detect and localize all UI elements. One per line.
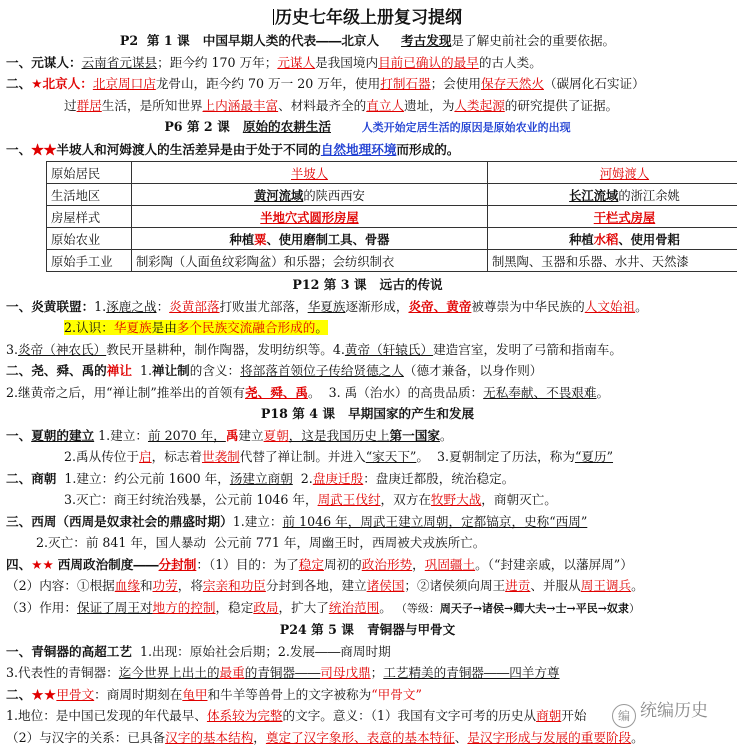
lesson-4-header: P18 第 4 课 早期国家的产生和发展 xyxy=(6,403,729,425)
table-row: 原始农业 种植粟、使用磨制工具、骨器 种植水稻、使用骨耜 xyxy=(47,228,737,250)
star-icon: ★★ xyxy=(31,687,56,702)
table-header-row: 原始居民 半坡人 河姆渡人 xyxy=(47,162,737,184)
table-row: 房屋样式 半地穴式圆形房屋 干栏式房屋 xyxy=(47,206,737,228)
xia-line-2: 2.禹从传位于启，标志着世袭制代替了禅让制。并进入“家天下”。 3.夏朝制定了历法，称为“夏历” xyxy=(6,446,729,468)
lesson-1-header: P2 第 1 课 中国早期人类的代表――北京人 考古发现是了解史前社会的重要依据。 xyxy=(6,30,729,52)
star-icon: ★★ xyxy=(31,142,56,157)
table-row: 原始手工业 制彩陶（人面鱼纹彩陶盆）和乐器；会纺织制衣 制黑陶、玉器和乐器、水井、天然漆 xyxy=(47,250,737,272)
lesson-5-header: P24 第 5 课 青铜器与甲骨文 xyxy=(6,619,729,641)
renshi-line: 2.认识：华夏族是由多个民族交流融合形成的。 xyxy=(6,317,729,339)
lesson-2-intro: 一、★★半坡人和河姆渡人的生活差异是由于处于不同的自然地理环境而形成的。 xyxy=(6,139,729,161)
table-row: 生活地区 黄河流域的陕西西安 长江流域的浙江余姚 xyxy=(47,184,737,206)
yandi-line: 一、炎黄联盟：1.涿鹿之战：炎黄部落打败蚩尤部落，华夏族逐渐形成，炎帝、黄帝被尊崇为中华民族的人文始祖。 xyxy=(6,296,729,318)
star-icon: ★★ xyxy=(31,557,54,572)
lesson-2-header: P6 第 2 课 原始的农耕生活 人类开始定居生活的原因是原始农业的出现 xyxy=(6,116,729,139)
wechat-logo-icon: 编 xyxy=(612,704,636,728)
yao-line-2: 2.继黄帝之后，用“禅让制”推举出的首领有尧、舜、禹。 3. 禹（治水）的高贵品质：无私奉献、不畏艰难。 xyxy=(6,382,729,404)
fenfeng-line-3: （3）作用：保证了周王对地方的控制，稳定政局，扩大了统治范围。 （等级：周天子→诸侯→卿大夫→士→平民→奴隶） xyxy=(6,597,729,620)
text-cursor xyxy=(273,9,274,25)
yuanmou-line: 一、元谋人：云南省元谋县；距今约 170 万年；元谋人是我国境内目前已确认的最早的古人类。 xyxy=(6,52,729,74)
jiagu-line: 二、★★甲骨文：商周时期刻在龟甲和牛羊等兽骨上的文字被称为“甲骨文” xyxy=(6,684,729,706)
xia-line: 一、夏朝的建立 1.建立：前 2070 年，禹建立夏朝，这是我国历史上第一国家。 xyxy=(6,425,729,447)
xizhou-line-2: 2.灭亡：前 841 年，国人暴动 公元前 771 年，周幽王时，西周被犬戎族所亡。 xyxy=(6,532,729,554)
beijing-line: 二、★北京人：北京周口店龙骨山，距今约 70 万一 20 万年，使用打制石器；会使用保存天然火（碳屑化石实证） xyxy=(6,73,729,95)
watermark: 编 统编历史 xyxy=(612,696,708,728)
shang-line: 二、商朝 1.建立：约公元前 1600 年，汤建立商朝 2.盘庚迁殷：盘庚迁都殷，统治稳定。 xyxy=(6,468,729,490)
comparison-table xyxy=(46,161,737,272)
beijing-line-2: 过群居生活，是所知世界上内涵最丰富、材料最齐全的直立人遗址，为人类起源的研究提供了证据。 xyxy=(6,95,729,117)
yao-line: 二、尧、舜、禹的禅让 1.禅让制的含义：将部落首领位子传给贤德之人（德才兼备，以身作则） xyxy=(6,360,729,382)
qingtong-line-2: 3.代表性的青铜器：迄今世界上出土的最重的青铜器――司母戊鼎；工艺精美的青铜器――四羊方尊 xyxy=(6,662,729,684)
page-title: 历史七年级上册复习提纲 xyxy=(6,6,729,30)
xizhou-line: 三、西周（西周是奴隶社会的鼎盛时期）1.建立：前 1046 年，周武王建立周朝，定都镐京，史称“西周” xyxy=(6,511,729,533)
fenfeng-line-2: （2）内容：①根据血缘和功劳，将宗亲和功臣分封到各地，建立诸侯国；②诸侯须向周王进贡、并服从周王调兵。 xyxy=(6,575,729,597)
shang-line-2: 3.灭亡：商王纣统治残暴，公元前 1046 年，周武王伐纣，双方在牧野大战，商朝灭亡。 xyxy=(6,489,729,511)
qingtong-line: 一、青铜器的高超工艺 1.出现：原始社会后期；2.发展――商周时期 xyxy=(6,641,729,663)
jiagu-line-2: 1.地位：是中国已发现的年代最早、体系较为完整的文字。意义：（1）我国有文字可考的历史从商朝开始 xyxy=(6,705,729,727)
yandi-line-3: 3.炎帝（神农氏）教民开垦耕种，制作陶器，发明纺织等。4.黄帝（轩辕氏）建造宫室，发明了弓箭和指南车。 xyxy=(6,339,729,361)
lesson-3-header: P12 第 3 课 远古的传说 xyxy=(6,274,729,296)
fenfeng-line: 四、★★ 西周政治制度――分封制：（1）目的：为了稳定周初的政治形势，巩固疆土。（“封建亲戚，以藩屏周”） xyxy=(6,554,729,576)
star-icon: ★ xyxy=(31,76,42,91)
jiagu-line-3: （2）与汉字的关系：已具备汉字的基本结构，奠定了汉字象形、表意的基本特征、是汉字形成与发展的重要阶段。 xyxy=(6,727,729,748)
